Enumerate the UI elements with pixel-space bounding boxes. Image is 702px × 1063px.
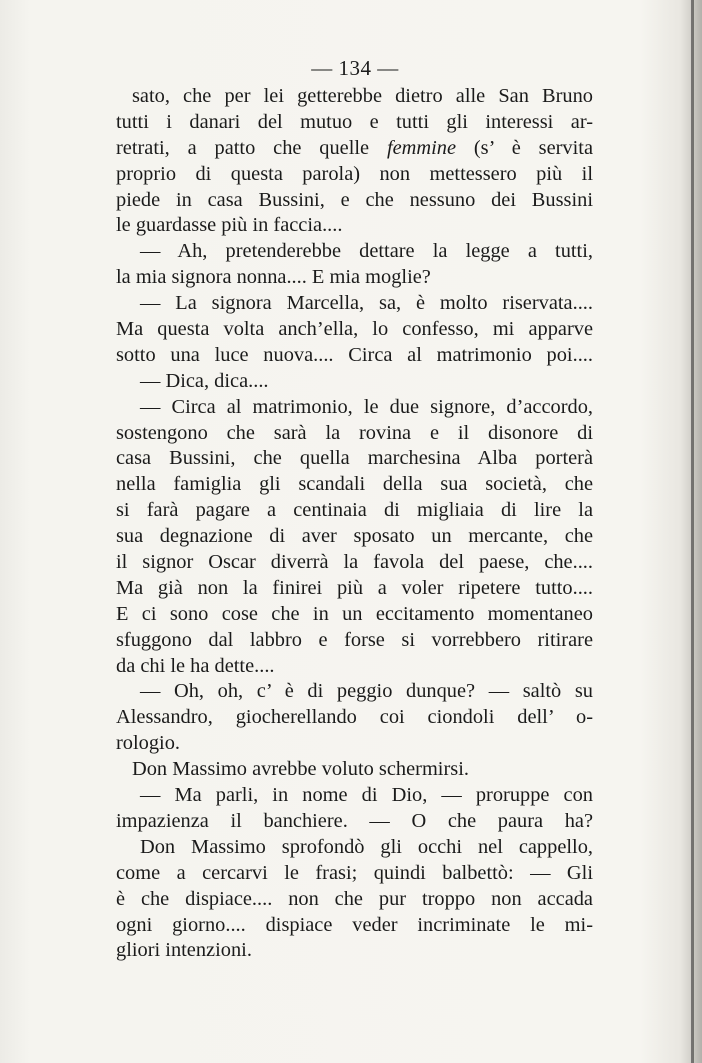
text-line: — Oh, oh, c’ è di peggio dunque? — saltò su — [140, 680, 593, 703]
body-text — [116, 84, 593, 964]
text-line: E ci sono cose che in un eccitamento momentaneo — [116, 602, 593, 625]
text-line: — Ah, pretenderebbe dettare la legge a tutti, — [140, 240, 593, 263]
text-line: come a cercarvi le frasi; quindi balbettò: — Gli — [116, 861, 593, 884]
text-line: da chi le ha dette.... — [116, 654, 275, 677]
text-line: — Circa al matrimonio, le due signore, d’accordo, — [140, 395, 593, 418]
text-line: Alessandro, giocherellando coi ciondoli dell’ o- — [116, 706, 593, 729]
text-line: tutti i danari del mutuo e tutti gli interessi ar- — [116, 110, 593, 133]
text-line: — Dica, dica.... — [140, 369, 269, 392]
text-line: Don Massimo avrebbe voluto schermirsi. — [132, 758, 469, 781]
text-line: Don Massimo sprofondò gli occhi nel cappello, — [140, 835, 593, 858]
text-line: sua degnazione di aver sposato un mercante, che — [116, 525, 593, 548]
italic-word: femmine — [386, 136, 457, 159]
text-line: si farà pagare a centinaia di migliaia di lire la — [116, 499, 593, 522]
text-line: ogni giorno.... dispiace veder incriminate le mi- — [116, 913, 593, 936]
text-line: nella famiglia gli scandali della sua società, che — [116, 473, 593, 496]
text-line: impazienza il banchiere. — O che paura ha? — [116, 809, 593, 832]
text-line: casa Bussini, che quella marchesina Alba porterà — [116, 447, 593, 470]
text-line: Ma già non la finirei più a voler ripetere tutto.... — [116, 576, 593, 599]
text-line: le guardasse più in faccia.... — [116, 214, 343, 237]
text-line: proprio di questa parola) non mettessero più il — [116, 162, 593, 185]
text-line: sostengono che sarà la rovina e il disonore di — [116, 421, 593, 444]
text-line: piede in casa Bussini, e che nessuno dei Bussini — [116, 188, 593, 211]
text-line-with-italic: retrati, a patto che quelle femmine (s’ è servita — [116, 136, 593, 159]
text-line: — La signora Marcella, sa, è molto riservata.... — [140, 292, 593, 315]
text-line: gliori intenzioni. — [116, 939, 252, 962]
page-edge-line — [691, 0, 694, 1063]
text-line: è che dispiace.... non che pur troppo non accada — [116, 887, 593, 910]
text-line: sfuggono dal labbro e forse si vorrebbero ritirare — [116, 628, 593, 651]
text-line: rologio. — [116, 732, 180, 755]
text-line: il signor Oscar diverrà la favola del paese, che.... — [116, 551, 593, 574]
text-line: la mia signora nonna.... E mia moglie? — [116, 266, 431, 289]
text-line: — Ma parli, in nome di Dio, — proruppe con — [140, 784, 593, 807]
text-line: Ma questa volta anch’ella, lo confesso, mi apparve — [116, 318, 593, 341]
page-number: — 134 — — [311, 56, 399, 80]
text-line: sotto una luce nuova.... Circa al matrimonio poi.... — [116, 343, 593, 366]
text-line: sato, che per lei getterebbe dietro alle San Bruno — [132, 85, 593, 107]
